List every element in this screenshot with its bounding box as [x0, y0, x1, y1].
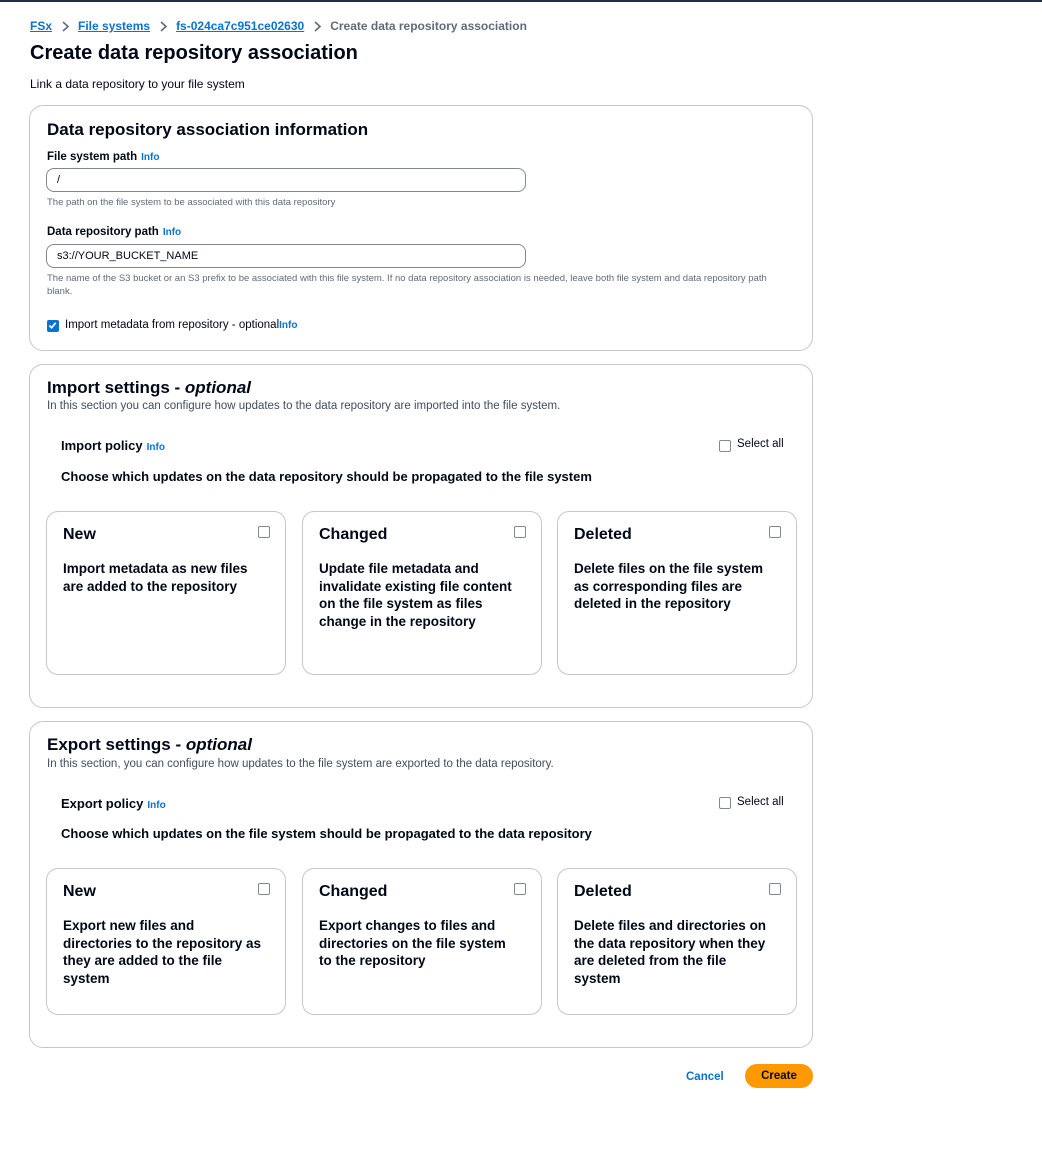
import-tile-new[interactable] [46, 511, 286, 675]
export-settings-optional: optional [185, 735, 252, 754]
repo-path-label-text: Data repository path [47, 226, 159, 238]
export-policy-description: Choose which updates on the file system should be propagated to the data repository [61, 826, 592, 841]
import-settings-title-text: Import settings - [47, 378, 185, 397]
export-tile-new[interactable] [46, 868, 286, 1015]
fs-path-label [47, 151, 159, 163]
export-tile-changed-title: Changed [319, 883, 388, 900]
fs-path-info-link[interactable]: Info [141, 152, 160, 163]
page-description: Link a data repository to your file system [30, 77, 245, 91]
import-tile-changed[interactable] [302, 511, 542, 675]
export-select-all-label: Select all [737, 796, 784, 808]
export-select-all-checkbox[interactable] [719, 797, 731, 809]
breadcrumb [30, 19, 527, 33]
import-tile-changed-desc: Update file metadata and invalidate existing file content on the file system as files change in the repository [319, 561, 512, 629]
import-new-checkbox[interactable] [258, 526, 270, 538]
import-policy-description: Choose which updates on the data repository should be propagated to the file system [61, 469, 592, 484]
export-tile-new-title: New [63, 883, 96, 900]
export-settings-description: In this section, you can configure how updates to the file system are exported to the data repository. [47, 758, 554, 770]
export-policy-label-text: Export policy [61, 796, 144, 811]
import-metadata-checkbox[interactable] [47, 320, 59, 332]
chevron-right-icon [304, 21, 330, 32]
export-settings-title [47, 735, 252, 755]
export-tile-changed-desc: Export changes to files and directories on the file system to the repository [319, 918, 506, 968]
fs-path-hint: The path on the file system to be associated with this data repository [47, 197, 336, 208]
fs-path-label-text: File system path [47, 151, 138, 163]
import-tile-deleted-title: Deleted [574, 526, 632, 543]
import-settings-title [47, 378, 251, 398]
repo-path-hint: The name of the S3 bucket or an S3 prefix to be associated with this file system. If no data repository association is needed, leave both file system and data repository path blank. [47, 273, 767, 297]
association-info-title: Data repository association information [47, 120, 369, 139]
export-changed-checkbox[interactable] [514, 883, 526, 895]
import-metadata-label [65, 319, 297, 331]
import-tile-changed-title: Changed [319, 526, 388, 543]
checkmark-icon [48, 321, 57, 330]
breadcrumb-current: Create data repository association [330, 19, 527, 33]
export-tile-deleted-desc: Delete files and directories on the data repository when they are deleted from the file system [574, 918, 767, 986]
import-settings-optional: optional [184, 378, 252, 397]
page-title: Create data repository association [30, 42, 358, 64]
export-tile-deleted-title: Deleted [574, 883, 632, 900]
create-button[interactable]: Create [745, 1064, 813, 1088]
import-tile-new-desc: Import metadata as new files are added to the repository [63, 561, 248, 594]
import-tile-deleted[interactable] [557, 511, 797, 675]
export-tile-new-desc: Export new files and directories to the repository as they are added to the file system [63, 918, 262, 986]
import-settings-description: In this section you can configure how updates to the data repository are imported into the file system. [47, 400, 561, 412]
repo-path-label [47, 226, 181, 238]
export-new-checkbox[interactable] [258, 883, 270, 895]
import-policy-label-text: Import policy [61, 438, 143, 453]
import-settings-container [29, 364, 813, 708]
file-system-path-input[interactable] [46, 168, 526, 192]
import-select-all-label: Select all [737, 438, 784, 450]
breadcrumb-fsx[interactable]: FSx [30, 19, 53, 33]
import-changed-checkbox[interactable] [514, 526, 526, 538]
chevron-right-icon [150, 21, 176, 32]
import-metadata-label-text: Import metadata from repository - optional [65, 319, 280, 331]
breadcrumb-file-system-id[interactable]: fs-024ca7c951ce02630 [176, 19, 305, 33]
import-policy-info-link[interactable]: Info [146, 442, 165, 453]
import-deleted-checkbox[interactable] [769, 526, 781, 538]
import-tile-deleted-desc: Delete files on the file system as corresponding files are deleted in the repository [574, 561, 764, 611]
export-tile-deleted[interactable] [557, 868, 797, 1015]
export-settings-container [29, 721, 813, 1048]
export-tile-changed[interactable] [302, 868, 542, 1015]
chevron-right-icon [52, 21, 78, 32]
export-policy-label [61, 796, 166, 811]
cancel-button[interactable]: Cancel [676, 1065, 734, 1089]
export-policy-info-link[interactable]: Info [147, 800, 166, 811]
export-settings-title-text: Export settings - [47, 735, 186, 754]
export-deleted-checkbox[interactable] [769, 883, 781, 895]
association-info-container [29, 105, 813, 351]
breadcrumb-file-systems[interactable]: File systems [78, 19, 151, 33]
import-tile-new-title: New [63, 526, 96, 543]
top-border [0, 0, 1042, 2]
repo-path-info-link[interactable]: Info [162, 227, 182, 238]
import-metadata-info-link[interactable]: Info [279, 320, 298, 331]
import-select-all-checkbox[interactable] [719, 440, 731, 452]
data-repository-path-input[interactable] [46, 244, 526, 268]
import-policy-label [61, 438, 165, 453]
